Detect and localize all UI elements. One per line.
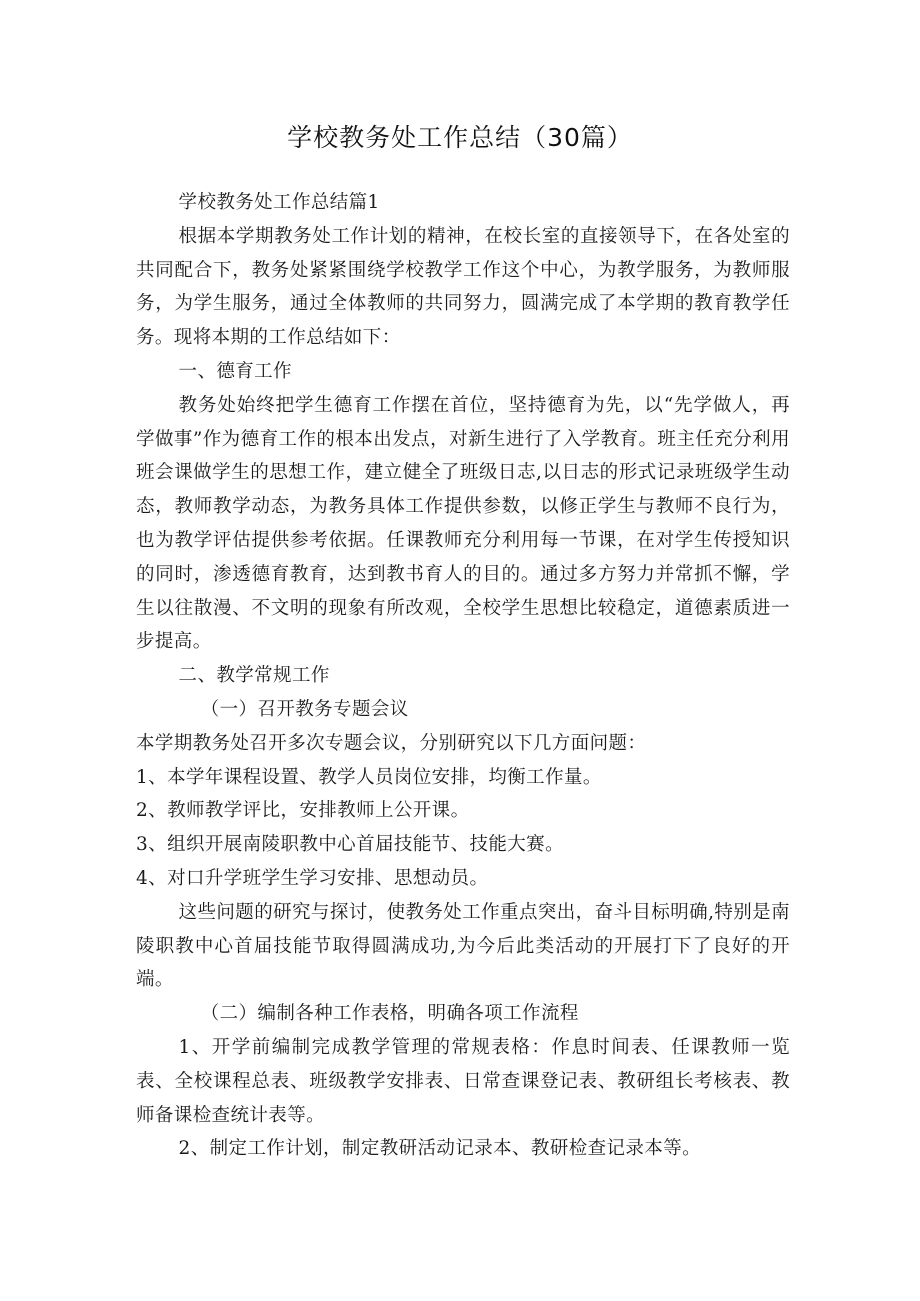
list-item: 2、教师教学评比，安排教师上公开课。 — [136, 800, 470, 822]
section-heading: 二、教学常规工作 — [178, 665, 330, 687]
document-body — [136, 186, 790, 1166]
list-item: 3、组织开展南陵职教中心首届技能节、技能大赛。 — [136, 834, 564, 856]
subsection-heading: （二）编制各种工作表格，明确各项工作流程 — [200, 1003, 579, 1025]
subsection-heading: （一）召开教务专题会议 — [200, 698, 409, 720]
moral-education-paragraph: 教务处始终把学生德育工作摆在首位，坚持德育为先，以“先学做人，再学做事”作为德育工作的根本出发点，对新生进行了入学教育。班主任充分利用班会课做学生的思想工作，建立健全了班级日志,以日志的形式记录班级学生动态，教师教学动态，为教务具体工作提供参数，以修正学生与教师不良行为，也为教学评估提供参考依据。任课教师充分利用每一节课，在对学生传授知识的同时，渗透德育教育，达到教书育人的目的。通过多方努力并常抓不懈，学生以往散漫、不文明的现象有所改观，全校学生思想比较稳定，道德素质进一步提高。 — [136, 394, 790, 653]
meeting-intro-paragraph: 本学期教务处召开多次专题会议，分别研究以下几方面问题： — [136, 732, 647, 754]
list-item: 1、本学年课程设置、教学人员岗位安排，均衡工作量。 — [136, 766, 602, 788]
document-title: 学校教务处工作总结（30篇） — [287, 123, 633, 152]
section-heading: 学校教务处工作总结篇1 — [178, 192, 380, 213]
list-item: 1、开学前编制完成教学管理的常规表格：作息时间表、任课教师一览表、全校课程总表、班级教学安排表、日常查课登记表、教研组长考核表、教师备课检查统计表等。 — [136, 1036, 790, 1126]
intro-paragraph: 根据本学期教务处工作计划的精神，在校长室的直接领导下，在各处室的共同配合下，教务处紧紧围绕学校教学工作这个中心，为教学服务，为教师服务，为学生服务，通过全体教师的共同努力，圆满完成了本学期的教育教学任务。现将本期的工作总结如下： — [136, 225, 790, 349]
section-heading: 一、德育工作 — [178, 360, 292, 382]
summary-paragraph: 这些问题的研究与探讨，使教务处工作重点突出，奋斗目标明确,特别是南陵职教中心首届技能节取得圆满成功,为今后此类活动的开展打下了良好的开端。 — [136, 901, 790, 991]
list-item: 2、制定工作计划，制定教研活动记录本、教研检查记录本等。 — [178, 1138, 702, 1160]
list-item: 4、对口升学班学生学习安排、思想动员。 — [136, 867, 489, 889]
